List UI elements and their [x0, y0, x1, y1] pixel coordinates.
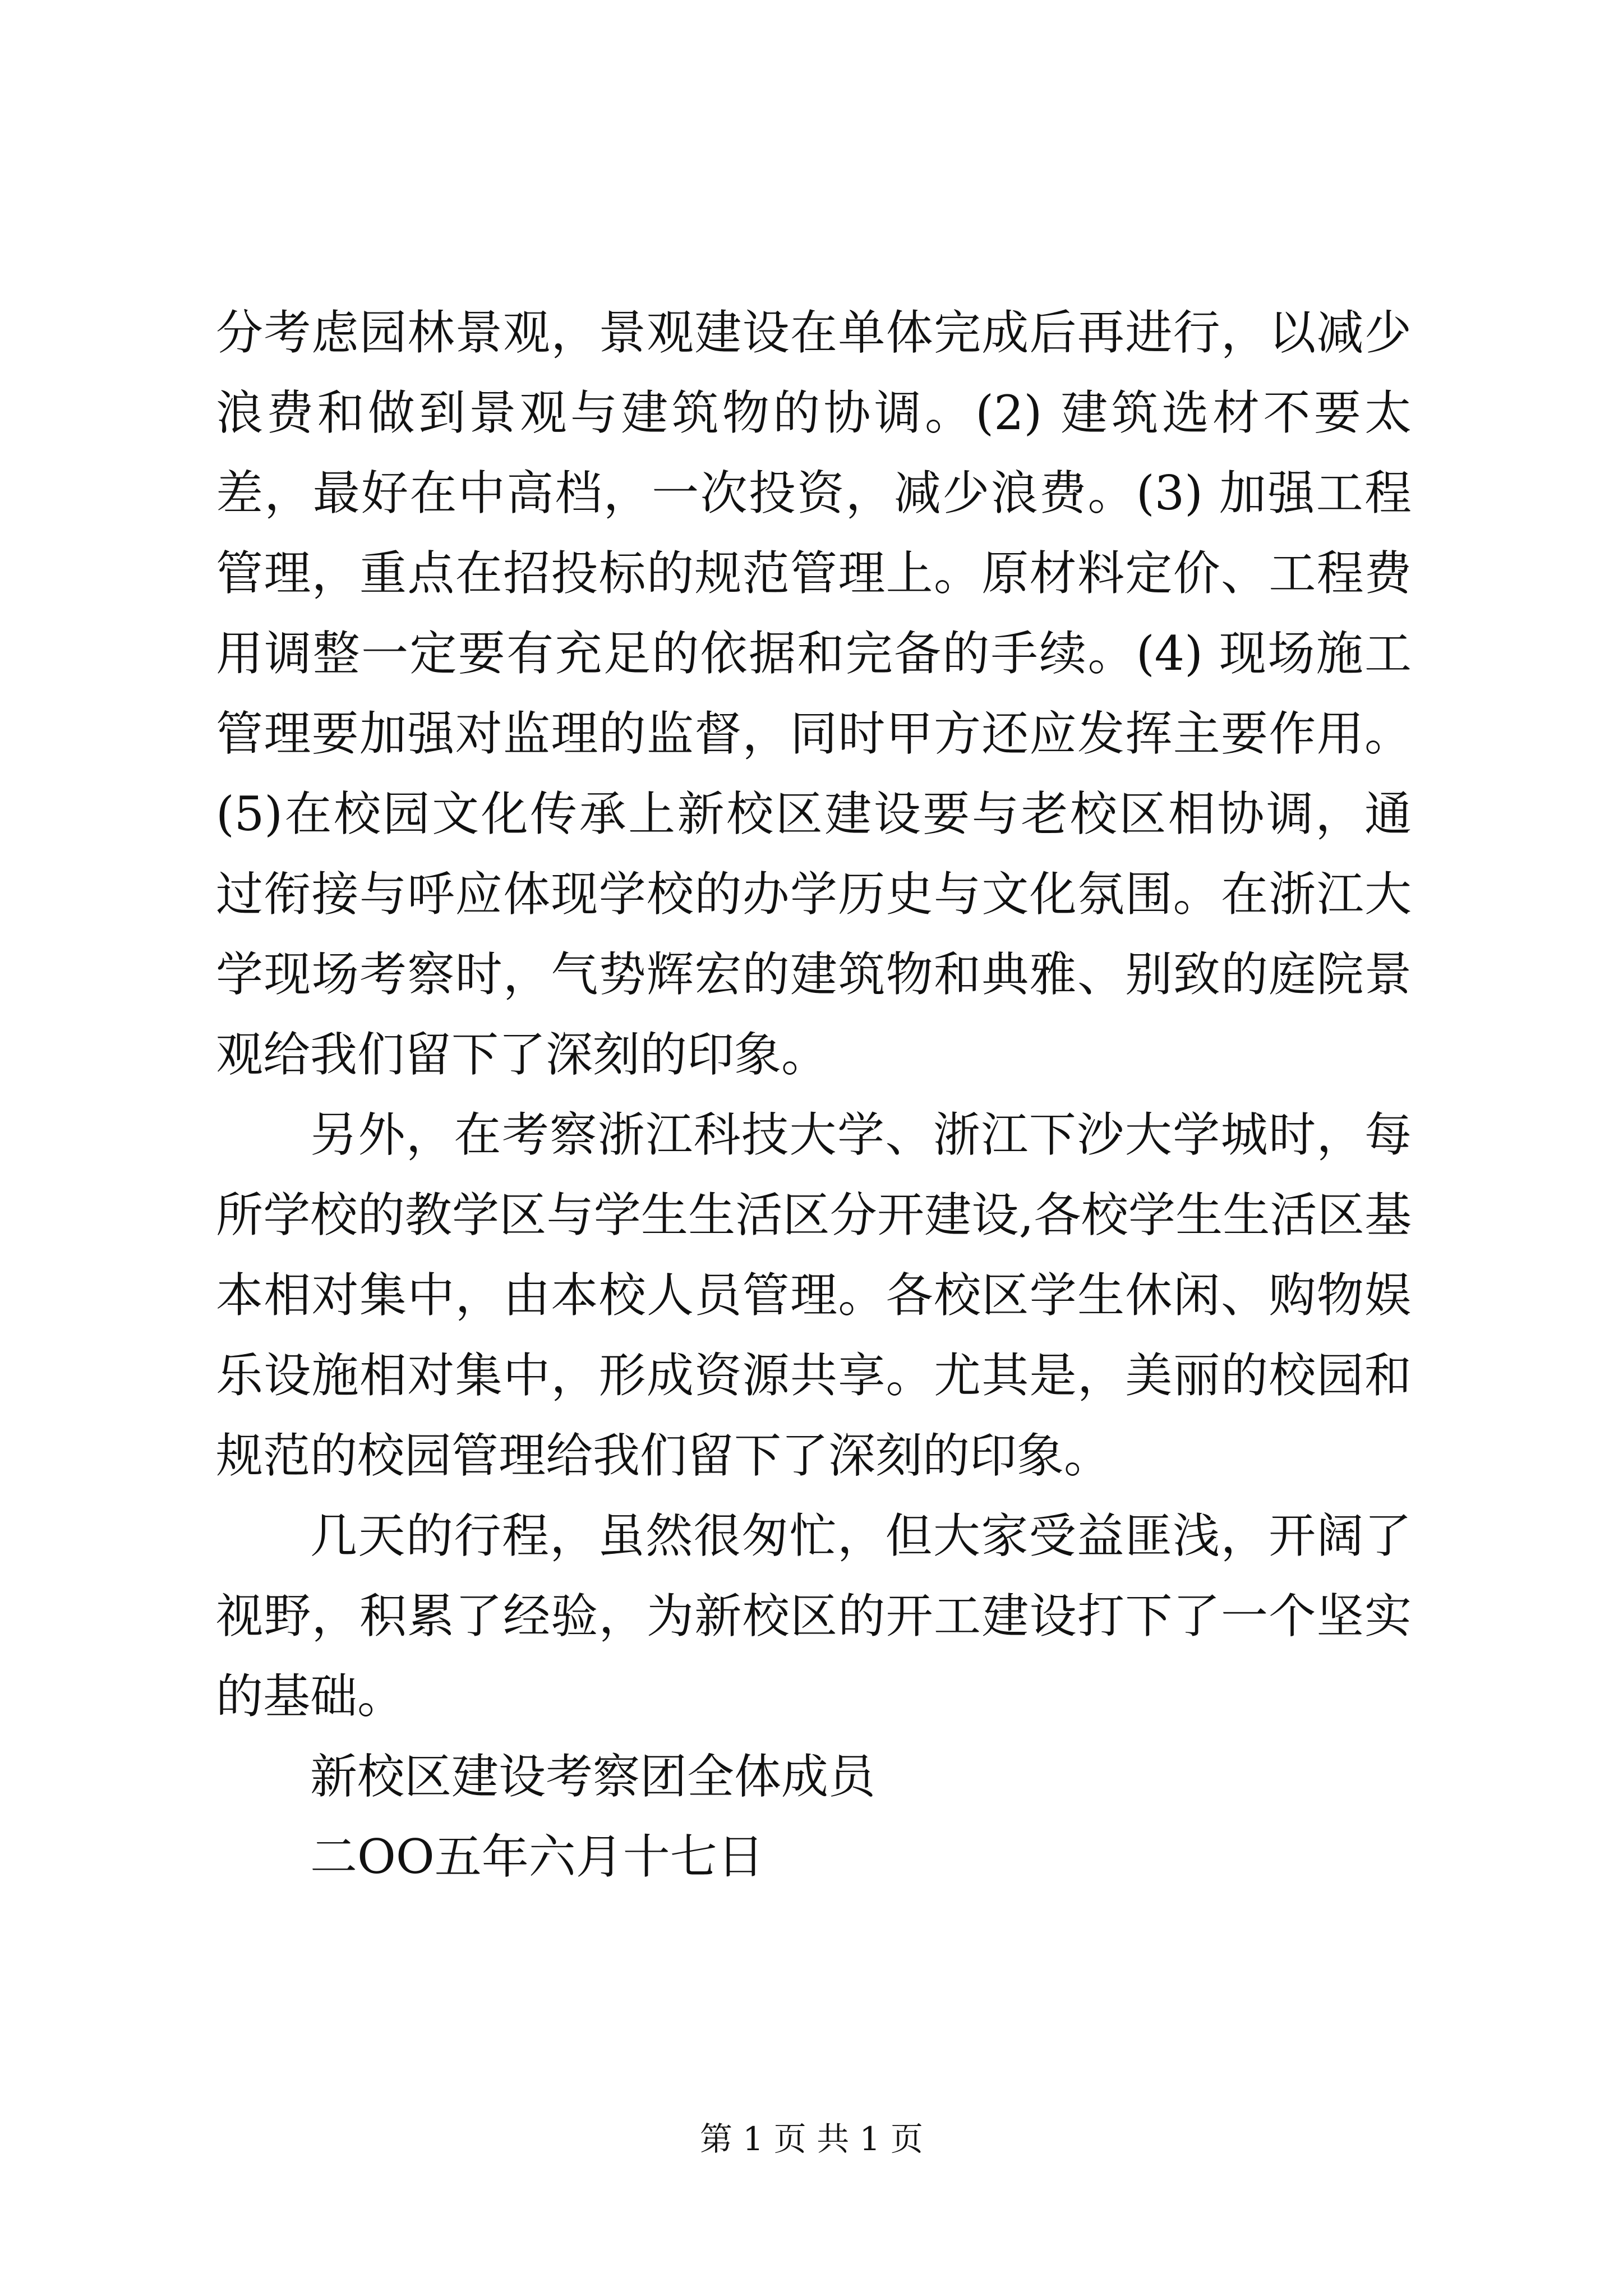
document-body [216, 293, 1412, 1897]
paragraph-trip-conclusion: 几天的行程，虽然很匆忙，但大家受益匪浅，开阔了视野，积累了经验，为新校区的开工建设打下了一个坚实的基础。 [216, 1508, 1412, 1724]
page-footer: 第 1 页 共 1 页 [700, 2120, 923, 2158]
date-line: 二OO五年六月十七日 [310, 1829, 764, 1884]
paragraph-continued-recommendations: 分考虑园林景观，景观建设在单体完成后再进行，以减少浪费和做到景观与建筑物的协调。(2) 建筑选材不要太差，最好在中高档，一次投资，减少浪费。(3) 加强工程管理，重点在招投标的规范管理上。原材料定价、工程费用调整一定要有充足的依据和完备的手续。(4) 现场施工管理要加强对监理的监督，同时甲方还应发挥主要作用。(5)在校园文化传承上新校区建设要与老校区相协调，通过衔接与呼应体现学校的办学历史与文化氛围。在浙江大学现场考察时，气势辉宏的建筑物和典雅、别致的庭院景观给我们留下了深刻的印象。 [216, 305, 1412, 1082]
signature-line: 新校区建设考察团全体成员 [310, 1749, 876, 1804]
paragraph-zhejiang-observations: 另外，在考察浙江科技大学、浙江下沙大学城时，每所学校的教学区与学生生活区分开建设,各校学生生活区基本相对集中，由本校人员管理。各校区学生休闲、购物娱乐设施相对集中，形成资源共享。尤其是，美丽的校园和规范的校园管理给我们留下了深刻的印象。 [216, 1107, 1412, 1483]
